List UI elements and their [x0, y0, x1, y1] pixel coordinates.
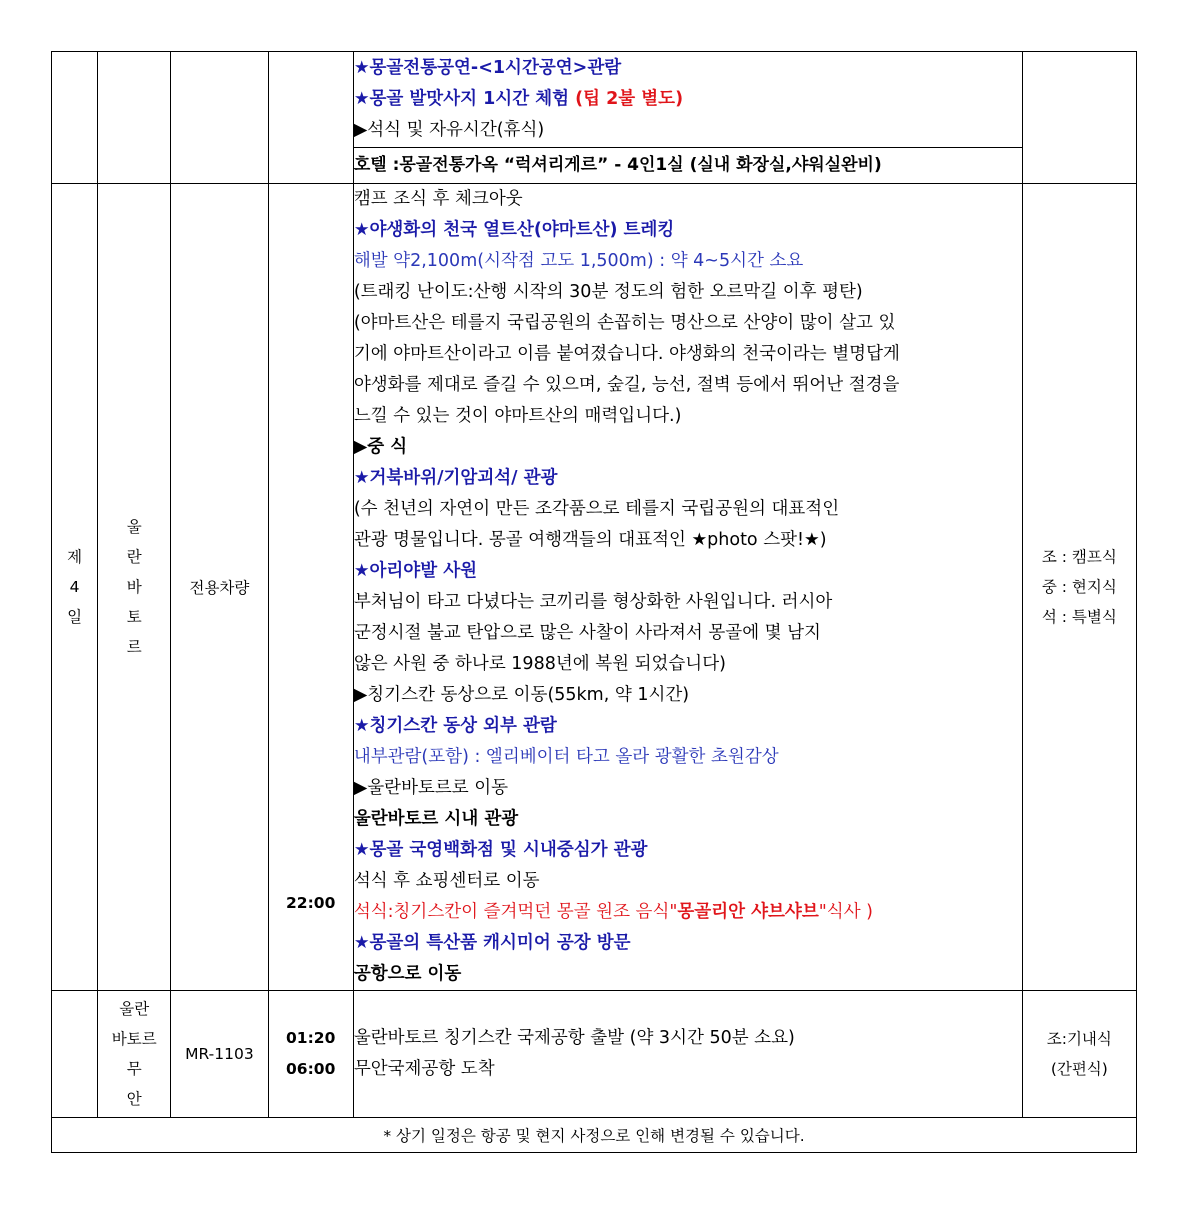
day4-row — [52, 184, 1137, 991]
day4-schedule — [353, 184, 1022, 991]
schedule-line: 캠프 조식 후 체크아웃 — [353, 189, 523, 209]
schedule-line — [354, 84, 1022, 115]
day5-times: 01:20 06:00 — [268, 991, 353, 1118]
day5-flight: MR-1103 — [171, 991, 268, 1118]
schedule-line-part: "식사 ) — [818, 902, 873, 922]
schedule-line: 울란바토르 칭기스칸 국제공항 출발 (약 3시간 50분 소요) — [353, 1028, 795, 1048]
schedule-line: ▶칭기스칸 동상으로 이동(55km, 약 1시간) — [353, 685, 690, 705]
prev-time-cell — [268, 52, 353, 184]
schedule-line: ▶울란바토르로 이동 — [353, 778, 509, 798]
schedule-line — [354, 897, 1022, 928]
schedule-line-part: 몽골리안 샤브샤브 — [677, 902, 819, 922]
day4-transport: 전용차량 — [171, 184, 268, 991]
schedule-line: 울란바토르 시내 관광 — [353, 809, 519, 829]
schedule-line: ▶중 식 — [353, 437, 408, 457]
prev-meal-cell — [1022, 52, 1136, 184]
schedule-line: 않은 사원 중 하나로 1988년에 복원 되었습니다) — [353, 654, 726, 674]
schedule-line: 부처님이 타고 다녔다는 코끼리를 형상화한 사원입니다. 러시아 — [353, 592, 833, 612]
day5-meals: 조:기내식 (간편식) — [1022, 991, 1136, 1118]
day4-time: 22:00 — [268, 184, 353, 991]
schedule-line-part: 석식:칭기스칸이 즐겨먹던 몽골 원조 음식" — [353, 902, 678, 922]
day5-label — [52, 991, 98, 1118]
schedule-line-part: ★몽골 발맛사지 1시간 체험 — [353, 89, 576, 109]
prev-place-cell — [98, 52, 171, 184]
itinerary-table — [51, 51, 1137, 1153]
schedule-line: 해발 약2,100m(시작점 고도 1,500m) : 약 4~5시간 소요 — [353, 251, 804, 271]
schedule-line: 기에 야마트산이라고 이름 붙여졌습니다. 야생화의 천국이라는 별명답게 — [353, 344, 900, 364]
day4-place: 울 란 바 토 르 — [98, 184, 171, 991]
schedule-line: 야생화를 제대로 즐길 수 있으며, 숲길, 능선, 절벽 등에서 뛰어난 절경을 — [353, 375, 900, 395]
schedule-line: 군정시절 불교 탄압으로 많은 사찰이 사라져서 몽골에 몇 남지 — [353, 623, 821, 643]
prev-day-activities-row — [52, 52, 1137, 148]
schedule-line: ★칭기스칸 동상 외부 관람 — [353, 716, 557, 736]
schedule-line: (야마트산은 테를지 국립공원의 손꼽히는 명산으로 산양이 많이 살고 있 — [353, 313, 896, 333]
schedule-line: 공항으로 이동 — [353, 964, 462, 984]
prev-day-schedule — [353, 52, 1022, 148]
schedule-line: 내부관람(포함) : 엘리베이터 타고 올라 광활한 초원감상 — [353, 747, 779, 767]
day5-row — [52, 991, 1137, 1118]
schedule-line: 무안국제공항 도착 — [353, 1059, 495, 1079]
schedule-line: ★몽골의 특산품 캐시미어 공장 방문 — [353, 933, 631, 953]
schedule-line: (수 천년의 자연이 만든 조각품으로 테를지 국립공원의 대표적인 — [353, 499, 840, 519]
schedule-line: 느낄 수 있는 것이 야마트산의 매력입니다.) — [353, 406, 682, 426]
hotel-info: 호텔 :몽골전통가옥 “럭셔리게르” - 4인1실 (실내 화장실,샤워실완비) — [353, 148, 1022, 184]
day4-meals: 조 : 캠프식 중 : 현지식 석 : 특별식 — [1022, 184, 1136, 991]
schedule-line: (트래킹 난이도:산행 시작의 30분 정도의 험한 오르막길 이후 평탄) — [353, 282, 863, 302]
day5-schedule — [353, 991, 1022, 1118]
schedule-line: ★몽골 국영백화점 및 시내중심가 관광 — [353, 840, 648, 860]
schedule-line: 석식 후 쇼핑센터로 이동 — [353, 871, 540, 891]
schedule-line: ▶석식 및 자유시간(휴식) — [353, 120, 545, 140]
day4-label: 제 4 일 — [52, 184, 98, 991]
schedule-line: ★몽골전통공연-<1시간공연>관람 — [353, 58, 622, 78]
footer-note: * 상기 일정은 항공 및 현지 사정으로 인해 변경될 수 있습니다. — [52, 1118, 1137, 1153]
schedule-line: 관광 명물입니다. 몽골 여행객들의 대표적인 ★photo 스팟!★) — [353, 530, 827, 550]
prev-transport-cell — [171, 52, 268, 184]
schedule-line: ★야생화의 천국 열트산(야마트산) 트레킹 — [353, 220, 675, 240]
schedule-line-part: (팁 2불 별도) — [575, 89, 684, 109]
schedule-line: ★아리야발 사원 — [353, 561, 478, 581]
footer-row — [52, 1118, 1137, 1153]
day5-place: 울란 바토르 무 안 — [98, 991, 171, 1118]
prev-day-cell — [52, 52, 98, 184]
schedule-line: ★거북바위/기암괴석/ 관광 — [353, 468, 558, 488]
